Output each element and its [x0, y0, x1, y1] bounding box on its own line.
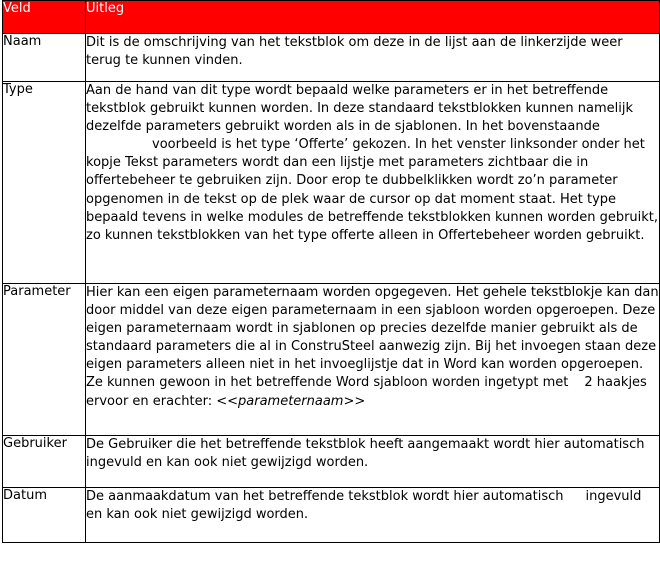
table-row-naam [3, 34, 660, 82]
field-desc-datum [86, 488, 660, 543]
parameter-desc-part-1: Hier kan een eigen parameternaam worden opgegeven. Het gehele tekstblokje kan dan door middel van deze eigen parameternaam in een sjabloon worden opgeroepen. Deze eigen parameternaam wordt in sjablonen op precies dezelfde manier gebruikt als de standaard parameters die al in ConstruSteel aanwezig zijn. Bij het invoegen staan deze eigen parameters alleen niet in het invoeglijstje dat in Word kan worden opgeroepen. Ze kunnen gewoon in het betreffende Word sjabloon worden ingetypt met [86, 285, 659, 391]
type-desc-part-2: voorbeeld is het type ‘Offerte’ gekozen. In het venster linksonder onder het kopje Tekst parameters wordt dan een lijstje met parameters zichtbaar die in offertebeheer te gebruiken zijn. Door erop te dubbelklikken wordt zo’n parameter opgenomen in de tekst op de plek waar de cursor op dat moment staat. Het type bepaald tevens in welke modules de betreffende tekstblokken kunnen worden gebruikt, zo kunnen tekstblokken van het type offerte alleen in Offertebeheer worden gebruikt. [86, 137, 659, 243]
type-desc-part-1: Aan de hand van dit type wordt bepaald welke parameters er in het betreffende tekstblok gebruikt kunnen worden. In deze standaard tekstblokken kunnen namelijk dezelfde parameters gebruikt worden als in de sjablonen. In het bovenstaande [86, 83, 633, 135]
table-row-type [3, 82, 660, 284]
field-name-naam: Naam [3, 34, 86, 82]
field-desc-gebruiker: De Gebruiker die het betreffende tekstblok heeft aangemaakt wordt hier automatisch ingevuld en kan ook niet gewijzigd worden. [86, 436, 660, 488]
header-uitleg: Uitleg [86, 1, 660, 34]
table-row-parameter [3, 284, 660, 436]
table-header-row [3, 1, 660, 34]
field-desc-naam: Dit is de omschrijving van het tekstblok om deze in de lijst aan de linkerzijde weer terug te kunnen vinden. [86, 34, 660, 82]
datum-desc-part-2: ingevuld en kan ook niet gewijzigd worden. [86, 489, 642, 523]
fields-table [2, 0, 660, 543]
field-desc-parameter [86, 284, 660, 436]
header-veld: Veld [3, 1, 86, 34]
field-name-type: Type [3, 82, 86, 284]
table-row-datum [3, 488, 660, 543]
parameter-desc-part-2: 2 haakjes ervoor en erachter: [86, 375, 647, 409]
field-name-gebruiker: Gebruiker [3, 436, 86, 488]
field-desc-type [86, 82, 660, 284]
datum-desc-part-1: De aanmaakdatum van het betreffende tekstblok wordt hier automatisch [86, 489, 564, 504]
field-name-datum: Datum [3, 488, 86, 543]
parameter-example: <<parameternaam>> [216, 393, 366, 409]
field-name-parameter: Parameter [3, 284, 86, 436]
table-row-gebruiker [3, 436, 660, 488]
